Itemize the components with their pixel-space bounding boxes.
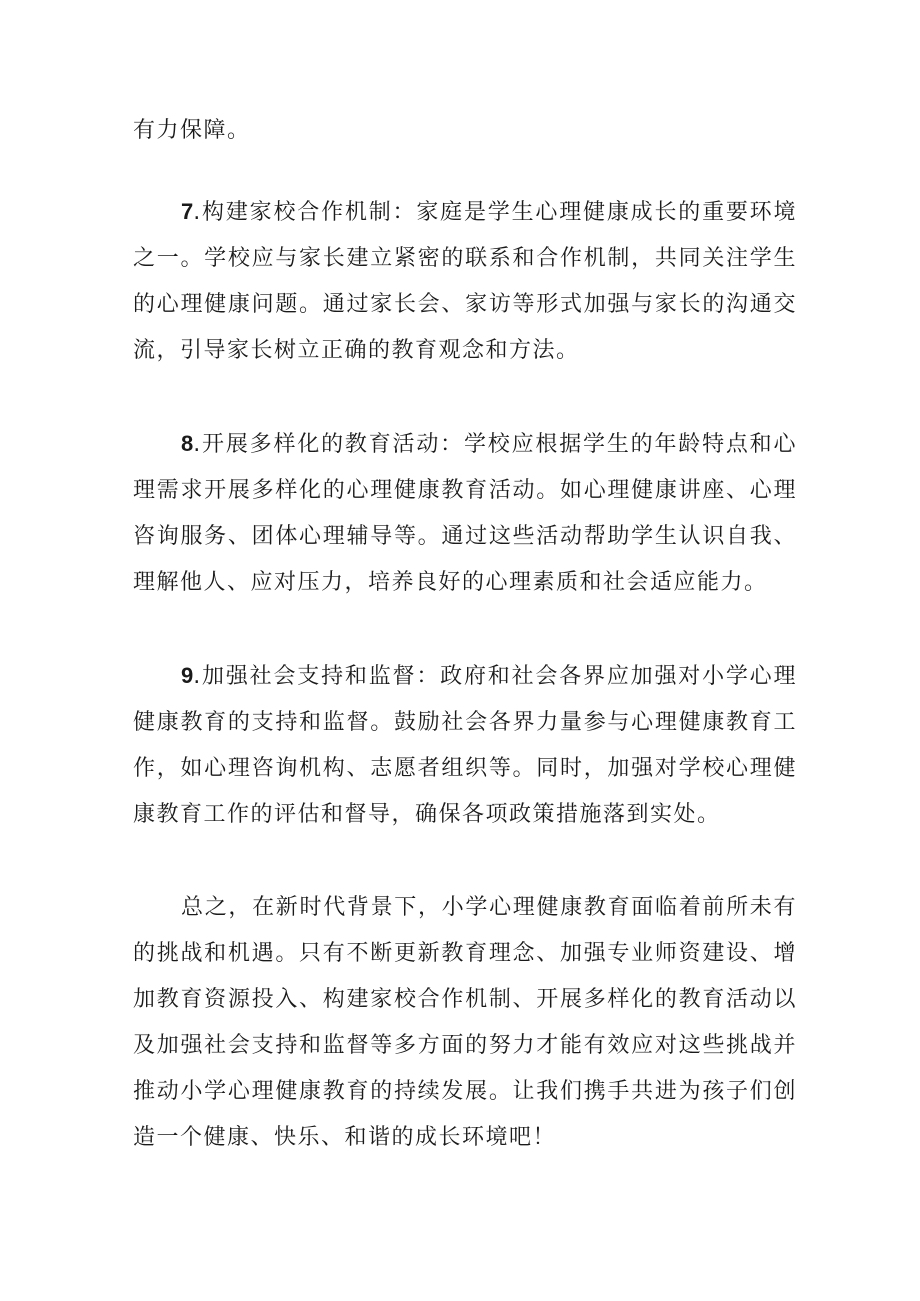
item-9-text: .加强社会支持和监督：政府和社会各界应加强对小学心理健康教育的支持和监督。鼓励社会各界力量参与心理健康教育工作，如心理咨询机构、志愿者组织等。同时，加强对学校心理健康教育工作的评估和督导，确保各项政策措施落到实处。 — [133, 664, 797, 827]
item-9-number: 9 — [181, 663, 194, 688]
continuation-text: 有力保障。 — [133, 118, 251, 143]
item-8-paragraph — [133, 421, 797, 606]
item-7-paragraph — [133, 189, 797, 374]
item-8-text: .开展多样化的教育活动：学校应根据学生的年龄特点和心理需求开展多样化的心理健康教育活动。如心理健康讲座、心理咨询服务、团体心理辅导等。通过这些活动帮助学生认识自我、理解他人、应对压力，培养良好的心理素质和社会适应能力。 — [133, 432, 797, 595]
item-7-text: .构建家校合作机制：家庭是学生心理健康成长的重要环境之一。学校应与家长建立紧密的联系和合作机制，共同关注学生的心理健康问题。通过家长会、家访等形式加强与家长的沟通交流，引导家长树立正确的教育观念和方法。 — [133, 200, 797, 363]
conclusion-text: 总之，在新时代背景下，小学心理健康教育面临着前所未有的挑战和机遇。只有不断更新教育理念、加强专业师资建设、增加教育资源投入、构建家校合作机制、开展多样化的教育活动以及加强社会支持和监督等多方面的努力才能有效应对这些挑战并推动小学心理健康教育的持续发展。让我们携手共进为孩子们创造一个健康、快乐、和谐的成长环境吧！ — [133, 895, 797, 1150]
continuation-paragraph — [133, 108, 797, 154]
conclusion-paragraph — [133, 885, 797, 1161]
item-7-number: 7 — [181, 199, 194, 224]
item-8-number: 8 — [181, 431, 194, 456]
item-9-paragraph — [133, 653, 797, 838]
